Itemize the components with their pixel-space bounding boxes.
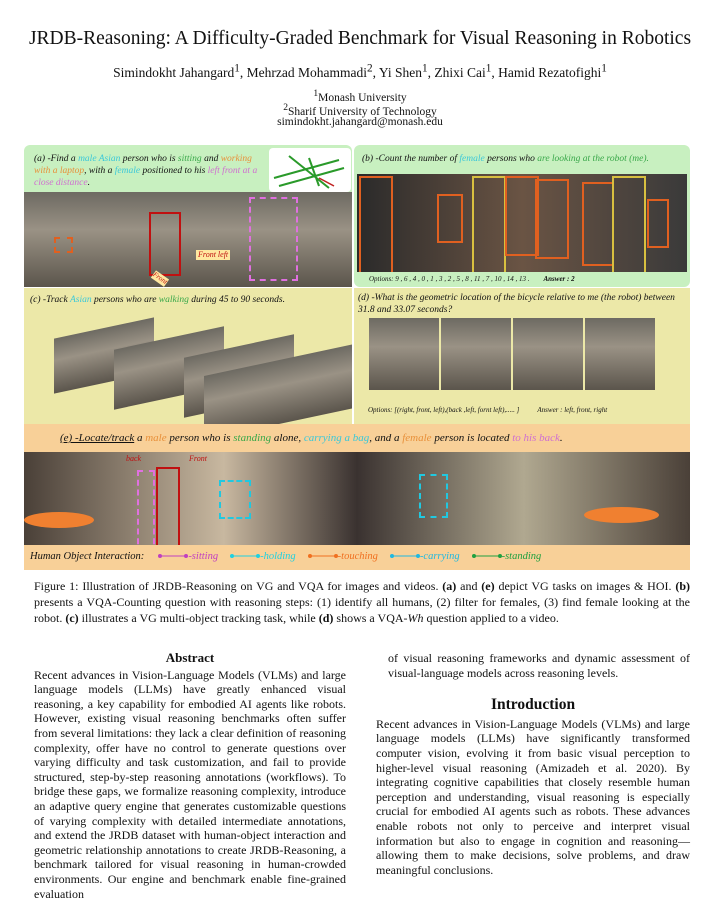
hoi-legend-item: -standing [472, 551, 542, 562]
author: Mehrzad Mohammadi$^2$, [246, 62, 379, 80]
right-column [376, 651, 690, 877]
panorama-image [24, 452, 690, 545]
hoi-line-icon [158, 553, 188, 559]
aff-name: Sharif University of Technology [288, 105, 437, 118]
hoi-line-icon [308, 553, 338, 559]
aff-sup: 2 [283, 102, 288, 113]
author: Simindokht Jahangard$^1$, [113, 62, 247, 80]
person-bbox [437, 194, 463, 243]
abstract-section [34, 651, 346, 901]
back-label: back [126, 454, 142, 463]
hoi-line-icon [390, 553, 420, 559]
hoi-legend-label: Human Object Interaction: [30, 551, 145, 562]
panel-c-question: (c) -Track Asian persons who are walking during 45 to 90 seconds. [30, 295, 285, 305]
panel-b-options: Options: 9 , 6 , 4 , 0 , 1 , 3 , 2 , 5 , 8 , 11 , 7 , 10 , 14 , 13 . [369, 275, 530, 283]
author: Zhixi Cai$^1$, [434, 62, 499, 80]
object-bbox [54, 237, 73, 253]
panel-e [24, 424, 690, 570]
paper-title: JRDB-Reasoning: A Difficulty-Graded Benchmark for Visual Reasoning in Robotics [28, 28, 692, 49]
table [584, 507, 659, 523]
panel-b-answer: Answer : 2 [543, 275, 575, 283]
bag-bbox [419, 474, 448, 518]
hoi-line-icon [230, 553, 260, 559]
panel-d-answer: Answer : left, front, right [537, 406, 608, 414]
video-frame [513, 318, 583, 390]
female-bbox [137, 470, 155, 545]
hoi-legend-item: -holding [230, 551, 296, 562]
author: Hamid Rezatofighi$^1$ [498, 62, 607, 80]
aff-sup: 1 [313, 88, 319, 99]
panel-d-options: Options: [(right, front, left),(back ,left, fornt left),..... ] [368, 406, 520, 414]
panel-d-options-row [368, 406, 607, 415]
scene-graph-sketch [269, 148, 351, 192]
panel-b-image [357, 174, 687, 272]
panel-b-options-row [369, 275, 575, 284]
hoi-legend [30, 551, 541, 562]
male-bbox [156, 467, 180, 545]
person-bbox [535, 179, 569, 259]
bag-bbox [219, 480, 251, 519]
person-bbox [582, 182, 614, 266]
abstract-text: Recent advances in Vision-Language Models (VLMs) and large language models (LLMs) have greatly enhanced visual reasoning, a key capability for embodied AI agents like robots. However, existing visual reasoning benchmarks often suffer from several limitations: they lack a clear definition of reasoning complexity, offer have no control to generate questions over varying difficulty and task customization, and fail to provide structured, step-by-step reasoning annotations (workflows). To bridge these gaps, we formalize reasoning complexity, introduce an adaptive query engine that generates customizable questions of varying complexity with detailed intermediate annotations, and extend the JRDB dataset with human-object interaction and geometric relationship annotations to create JRDB-Reasoning, a benchmark tailored for visual reasoning in human-crowded environments. Our engine and benchmark enable fine-grained evaluation [34, 667, 346, 901]
video-frame [441, 318, 511, 390]
abstract-heading: Abstract [165, 650, 215, 665]
introduction-heading: Introduction [490, 696, 576, 714]
person-bbox [359, 176, 393, 272]
abstract-continued: of visual reasoning frameworks and dynamic assessment of visual-language models across reasoning levels. [388, 651, 690, 680]
front-left-label: Front left [198, 250, 229, 259]
female-bbox [249, 197, 298, 281]
panel-a-question: (a) -Find a male Asian person who is sitting and working with a laptop, with a female positioned to his left front at a close distance. [34, 154, 258, 188]
panel-b-question: (b) -Count the number of female persons who are looking at the robot (me). [362, 154, 649, 164]
panel-b [354, 145, 690, 287]
author-list [0, 62, 720, 81]
hoi-legend-item: -sitting [158, 551, 218, 562]
panel-e-question: (e) -Locate/track a male person who is standing alone, carrying a bag, and a female person is located to his back. [60, 432, 563, 444]
introduction-text: Recent advances in Vision-Language Models (VLMs) and large language models (LLMs) have significantly transformed computer vision, evolving it from basic visual perception to higher-level visual reasoning (Amizadeh et al. 2020). By integrating cognitive capabilities that closely resemble human perception and understanding, visual reasoning is especially crucial for embodied AI agents such as robots. These advances enable robots not only to perceive and interpret visual information but also to engage in cognition and reasoning—allowing them to make decisions, solve problems, and draw meaningful conclusions. [376, 716, 690, 877]
person-bbox [647, 199, 669, 248]
author: Yi Shen$^1$, [378, 62, 435, 80]
panel-a-image [24, 192, 352, 287]
figure-caption: Figure 1: Illustration of JRDB-Reasoning on VG and VQA for images and videos. (a) and (e) depict VG tasks on images & HOI. (b) presents a VQA-Counting question with reasoning steps: (1) identify all humans, (2) filter for females, (3) find female looking at the robot. (c) illustrates a VG multi-object tracking task, while (d) shows a VQA-Wh question applied to a video. [34, 579, 690, 625]
panel-d-question: (d) -What is the geometric location of the bicycle relative to me (the robot) between 31.8 and 33.07 seconds? [358, 293, 675, 315]
hoi-line-icon [472, 553, 502, 559]
aff-name: Monash University [318, 91, 407, 104]
hoi-legend-item: -carrying [390, 551, 460, 562]
video-frame [369, 318, 439, 390]
table [24, 512, 94, 528]
front-label: Front [189, 454, 207, 463]
person-bbox [612, 176, 646, 272]
panel-c [24, 288, 352, 424]
person-bbox [505, 176, 539, 256]
video-frame [585, 318, 655, 390]
panel-d [354, 288, 690, 424]
male-bbox [149, 212, 181, 276]
front-label: Front [151, 270, 169, 286]
hoi-legend-item: -touching [308, 551, 378, 562]
email: simindokht.jahangard@monash.edu [277, 116, 443, 128]
person-bbox [472, 176, 506, 272]
panel-a [24, 145, 352, 287]
